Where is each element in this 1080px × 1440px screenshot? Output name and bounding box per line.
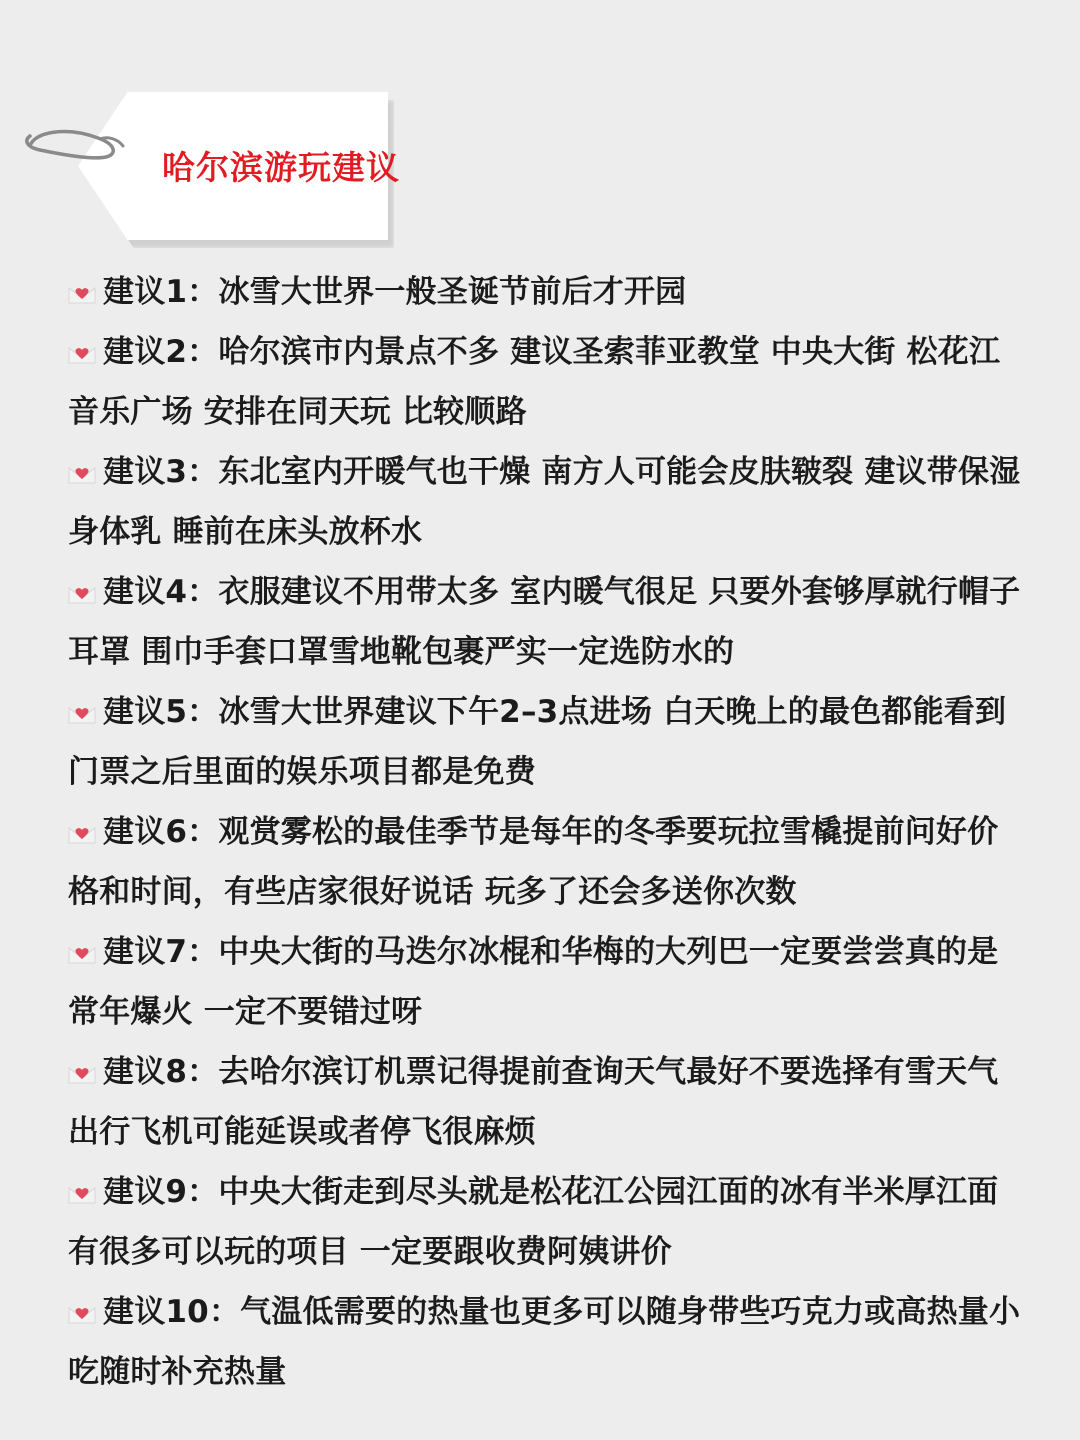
- heart-envelope-icon: [68, 284, 96, 304]
- suggestion-text-5: 冰雪大世界建议下午2–3点进场 白天晚上的最色都能看到门票之后里面的娱乐项目都是免费: [68, 694, 1007, 790]
- suggestion-label-10: 建议10：: [103, 1294, 241, 1330]
- suggestion-label-7: 建议7：: [103, 934, 219, 970]
- suggestion-prefix-2: [68, 322, 218, 382]
- heart-envelope-icon: [68, 464, 96, 484]
- suggestion-item-8: [68, 1042, 1024, 1162]
- suggestion-text-8: 去哈尔滨订机票记得提前查询天气最好不要选择有雪天气出行飞机可能延误或者停飞很麻烦: [68, 1054, 999, 1150]
- suggestion-prefix-4: [68, 562, 218, 622]
- tag-string-icon: [20, 118, 140, 188]
- suggestion-label-4: 建议4：: [103, 574, 219, 610]
- suggestion-prefix-10: [68, 1282, 240, 1342]
- suggestion-prefix-5: [68, 682, 218, 742]
- suggestion-label-6: 建议6：: [103, 814, 219, 850]
- page-title: 哈尔滨游玩建议: [162, 148, 400, 187]
- suggestion-label-1: 建议1：: [103, 274, 219, 310]
- suggestion-item-1: [68, 262, 1024, 322]
- heart-envelope-icon: [68, 1184, 96, 1204]
- heart-envelope-icon: [68, 344, 96, 364]
- suggestion-item-9: [68, 1162, 1024, 1282]
- suggestion-text-9: 中央大街走到尽头就是松花江公园江面的冰有半米厚江面有很多可以玩的项目 一定要跟收费阿姨讲价: [68, 1174, 999, 1270]
- suggestion-text-2: 哈尔滨市内景点不多 建议圣索菲亚教堂 中央大街 松花江音乐广场 安排在同天玩 比较顺路: [68, 334, 1001, 430]
- suggestion-prefix-1: [68, 262, 218, 322]
- heart-envelope-icon: [68, 824, 96, 844]
- heart-envelope-icon: [68, 584, 96, 604]
- suggestion-prefix-3: [68, 442, 218, 502]
- suggestion-text-7: 中央大街的马迭尔冰棍和华梅的大列巴一定要尝尝真的是常年爆火 一定不要错过呀: [68, 934, 999, 1030]
- suggestion-item-5: [68, 682, 1024, 802]
- suggestion-item-6: [68, 802, 1024, 922]
- suggestion-label-8: 建议8：: [103, 1054, 219, 1090]
- suggestion-list: [68, 262, 1024, 1402]
- suggestion-item-2: [68, 322, 1024, 442]
- heart-envelope-icon: [68, 704, 96, 724]
- suggestion-text-3: 东北室内开暖气也干燥 南方人可能会皮肤皲裂 建议带保湿身体乳 睡前在床头放杯水: [68, 454, 1021, 550]
- suggestion-label-9: 建议9：: [103, 1174, 219, 1210]
- suggestion-label-5: 建议5：: [103, 694, 219, 730]
- suggestion-prefix-7: [68, 922, 218, 982]
- heart-envelope-icon: [68, 1064, 96, 1084]
- suggestion-text-1: 冰雪大世界一般圣诞节前后才开园: [218, 274, 687, 310]
- heart-envelope-icon: [68, 1304, 96, 1324]
- suggestion-label-2: 建议2：: [103, 334, 219, 370]
- suggestion-label-3: 建议3：: [103, 454, 219, 490]
- suggestion-prefix-6: [68, 802, 218, 862]
- suggestion-item-4: [68, 562, 1024, 682]
- suggestion-prefix-9: [68, 1162, 218, 1222]
- suggestion-text-10: 气温低需要的热量也更多可以随身带些巧克力或高热量小吃随时补充热量: [68, 1294, 1021, 1390]
- suggestion-text-4: 衣服建议不用带太多 室内暖气很足 只要外套够厚就行帽子 耳罩 围巾手套口罩雪地靴包裹严实一定选防水的: [68, 574, 1021, 670]
- suggestion-prefix-8: [68, 1042, 218, 1102]
- title-tag: [20, 82, 400, 252]
- heart-envelope-icon: [68, 944, 96, 964]
- suggestion-text-6: 观赏雾松的最佳季节是每年的冬季要玩拉雪橇提前问好价格和时间，有些店家很好说话 玩多了还会多送你次数: [68, 814, 999, 910]
- suggestion-item-7: [68, 922, 1024, 1042]
- suggestion-item-3: [68, 442, 1024, 562]
- suggestion-item-10: [68, 1282, 1024, 1402]
